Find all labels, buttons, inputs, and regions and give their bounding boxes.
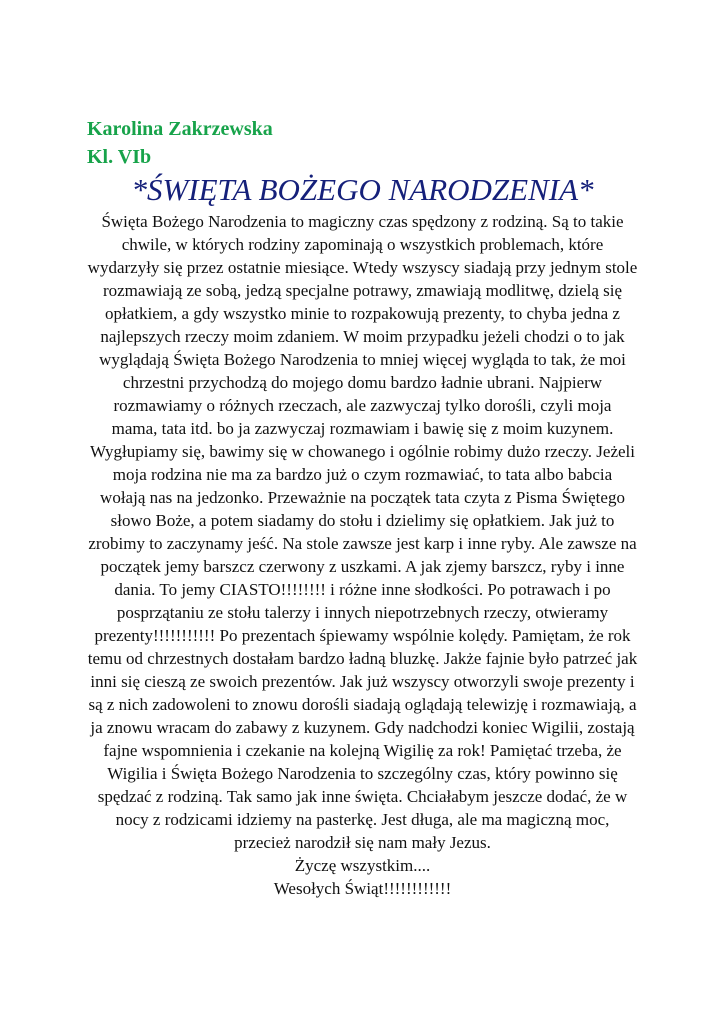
essay-line: początek jemy barszcz czerwony z uszkami. A jak zjemy barszcz, ryby i inne [100,557,625,576]
essay-line: wyglądają Święta Bożego Narodzenia to mniej więcej wygląda to tak, że moi [99,350,626,369]
essay-line: są z nich zadowoleni to znowu dorośli siadają oglądają telewizję i rozmawiają, a [88,695,637,714]
essay-line: wołają nas na jedzonko. Przeważnie na początek tata czyta z Pisma Świętego [100,488,625,507]
essay-line: chrzestni przychodzą do mojego domu bardzo ładnie ubrani. Najpierw [122,373,603,392]
essay-line: inni się cieszą ze swoich prezentów. Jak już wszyscy otworzyli swoje prezenty i [90,672,635,691]
essay-line: posprzątaniu ze stołu talerzy i innych niepotrzebnych rzeczy, otwieramy [116,603,609,622]
author-name: Karolina Zakrzewska [87,118,273,140]
essay-line: słowo Boże, a potem siadamy do stołu i dzielimy się opłatkiem. Jak już to [110,511,615,530]
essay-line: przecież narodził się nam mały Jezus. [234,833,491,852]
essay-line: najlepszych rzeczy moim zdaniem. W moim przypadku jeżeli chodzi o to jak [100,327,625,346]
essay-line: spędzać z rodziną. Tak samo jak inne święta. Chciałabym jeszcze dodać, że w [97,787,628,806]
class-label: Kl. VIb [87,146,152,168]
document-title: *ŚWIĘTA BOŻEGO NARODZENIA* [131,172,594,207]
essay-line: Wesołych Świąt!!!!!!!!!!!! [273,879,452,898]
essay-line: mama, tata itd. bo ja zazwyczaj rozmawiam i bawię się z moim kuzynem. [111,419,614,438]
essay-line: rozmawiamy o różnych rzeczach, ale zazwyczaj tylko dorośli, czyli moja [113,396,612,415]
essay-line: nocy z rodzicami idziemy na pasterkę. Jest długa, ale ma magiczną moc, [115,810,610,829]
essay-line: Święta Bożego Narodzenia to magiczny czas spędzony z rodziną. Są to takie [101,212,624,231]
essay-body [60,210,665,900]
essay-line: temu od chrzestnych dostałam bardzo ładną bluzkę. Jakże fajnie było patrzeć jak [87,649,638,668]
essay-line: chwile, w których rodziny zapominają o wszystkich problemach, które [121,235,604,254]
essay-line: Wygłupiamy się, bawimy się w chowanego i ogólnie robimy dużo rzeczy. Jeżeli [89,442,636,461]
essay-line: ja znowu wracam do zabawy z kuzynem. Gdy nadchodzi koniec Wigilii, zostają [90,718,635,737]
essay-line: Życzę wszystkim.... [294,856,431,875]
essay-line: wydarzyły się przez ostatnie miesiące. Wtedy wszyscy siadają przy jednym stole [87,258,638,277]
essay-line: zrobimy to zaczynamy jeść. Na stole zawsze jest karp i inne ryby. Ale zawsze na [88,534,637,553]
essay-line: moja rodzina nie ma za bardzo już o czym rozmawiać, to tata albo babcia [112,465,613,484]
essay-line: prezenty!!!!!!!!!!! Po prezentach śpiewamy wspólnie kolędy. Pamiętam, że rok [94,626,631,645]
essay-line: rozmawiają ze sobą, jedzą specjalne potrawy, zmawiają modlitwę, dzielą się [102,281,623,300]
essay-line: fajne wspomnienia i czekanie na kolejną Wigilię za rok! Pamiętać trzeba, że [103,741,622,760]
essay-line: Wigilia i Święta Bożego Narodzenia to szczególny czas, który powinno się [107,764,618,783]
essay-line: dania. To jemy CIASTO!!!!!!!! i różne inne słodkości. Po potrawach i po [114,580,611,599]
essay-line: opłatkiem, a gdy wszystko minie to rozpakowują prezenty, to chyba jedna z [105,304,620,323]
